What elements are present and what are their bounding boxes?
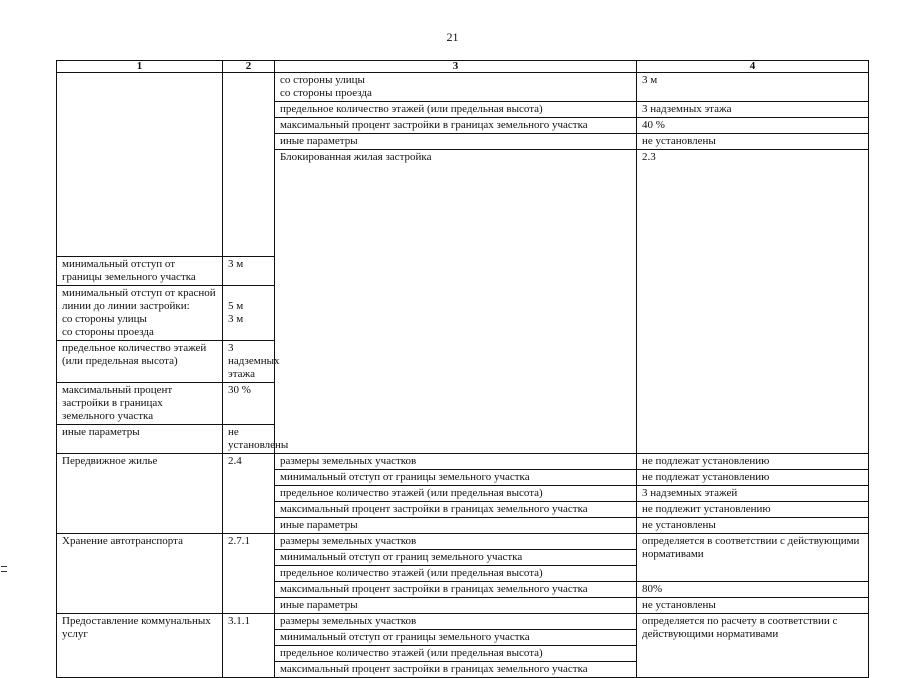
param-cell: предельное количество этажей (или предельная высота) xyxy=(275,646,637,662)
value-cell: не подлежат установлению xyxy=(637,454,869,470)
value-line: 5 м xyxy=(228,300,244,312)
param-cell: размеры земельных участков xyxy=(275,614,637,630)
param-line: минимальный отступ от красной линии до линии застройки: xyxy=(62,287,216,312)
param-cell: предельное количество этажей (или предельная высота) xyxy=(275,566,637,582)
value-cell: 30 % xyxy=(223,383,275,425)
code-cell: 2.4 xyxy=(223,454,275,534)
header-row xyxy=(57,61,869,73)
use-name-cell: Хранение автотранспорта xyxy=(57,534,223,614)
param-cell: предельное количество этажей (или предельная высота) xyxy=(275,102,637,118)
value-cell: не установлены xyxy=(637,598,869,614)
code-cell: 2.7.1 xyxy=(223,534,275,614)
value-cell: не установлены xyxy=(637,518,869,534)
code-cell: 2.3 xyxy=(637,150,869,454)
use-name-cell: Передвижное жилье xyxy=(57,454,223,534)
value-cell: 40 % xyxy=(637,118,869,134)
param-cell: максимальный процент застройки в границах земельного участка xyxy=(275,582,637,598)
table-row xyxy=(57,73,869,102)
param-cell: размеры земельных участков xyxy=(275,534,637,550)
param-line: со стороны улицы xyxy=(62,313,147,325)
value-cell: определяется по расчету в соответствии с действующими нормативами xyxy=(637,614,869,678)
param-cell: иные параметры xyxy=(57,425,223,454)
value-cell: 3 надземных этажей xyxy=(637,486,869,502)
table-row xyxy=(57,454,869,470)
param-cell: максимальный процент застройки в границах земельного участка xyxy=(275,662,637,678)
value-cell xyxy=(223,286,275,341)
param-cell: максимальный процент застройки в границах земельного участка xyxy=(275,502,637,518)
param-cell: максимальный процент застройки в границах земельного участка xyxy=(275,118,637,134)
margin-mark xyxy=(1,566,7,572)
value-cell: 3 м xyxy=(223,257,275,286)
value-cell: определяется в соответствии с действующими нормативами xyxy=(637,534,869,582)
value-cell: не установлены xyxy=(637,134,869,150)
param-cell: минимальный отступ от границы земельного участка xyxy=(275,630,637,646)
param-cell xyxy=(57,286,223,341)
code-cell xyxy=(223,73,275,257)
column-header-3: 3 xyxy=(275,61,637,73)
value-line: 3 м xyxy=(228,313,244,325)
regulations-table xyxy=(56,60,869,678)
value-cell: не подлежит установлению xyxy=(637,502,869,518)
page-number: 21 xyxy=(446,30,459,44)
use-name-cell: Блокированная жилая застройка xyxy=(275,150,637,454)
param-cell: минимальный отступ от границ земельного участка xyxy=(275,550,637,566)
value-cell: 3 м xyxy=(637,73,869,102)
table-row xyxy=(57,614,869,630)
column-header-4: 4 xyxy=(637,61,869,73)
param-cell: иные параметры xyxy=(275,518,637,534)
param-cell: предельное количество этажей (или предельная высота) xyxy=(57,341,223,383)
param-cell: размеры земельных участков xyxy=(275,454,637,470)
column-header-2: 2 xyxy=(223,61,275,73)
value-cell: 3 надземных этажа xyxy=(637,102,869,118)
use-name-cell: Предоставление коммунальных услуг xyxy=(57,614,223,678)
param-cell: иные параметры xyxy=(275,598,637,614)
value-cell: не установлены xyxy=(223,425,275,454)
value-cell: 3 надземных этажа xyxy=(223,341,275,383)
param-cell: предельное количество этажей (или предельная высота) xyxy=(275,486,637,502)
param-cell xyxy=(275,73,637,102)
value-cell: не подлежат установлению xyxy=(637,470,869,486)
param-line: со стороны улицы xyxy=(280,74,365,86)
param-cell: максимальный процент застройки в границах земельного участка xyxy=(57,383,223,425)
code-cell: 3.1.1 xyxy=(223,614,275,678)
param-line: со стороны проезда xyxy=(280,87,372,99)
table-row xyxy=(57,534,869,550)
use-name-cell xyxy=(57,73,223,257)
param-cell: иные параметры xyxy=(275,134,637,150)
column-header-1: 1 xyxy=(57,61,223,73)
param-cell: минимальный отступ от границы земельного участка xyxy=(57,257,223,286)
param-cell: минимальный отступ от границы земельного участка xyxy=(275,470,637,486)
param-line: со стороны проезда xyxy=(62,326,154,338)
value-cell: 80% xyxy=(637,582,869,598)
